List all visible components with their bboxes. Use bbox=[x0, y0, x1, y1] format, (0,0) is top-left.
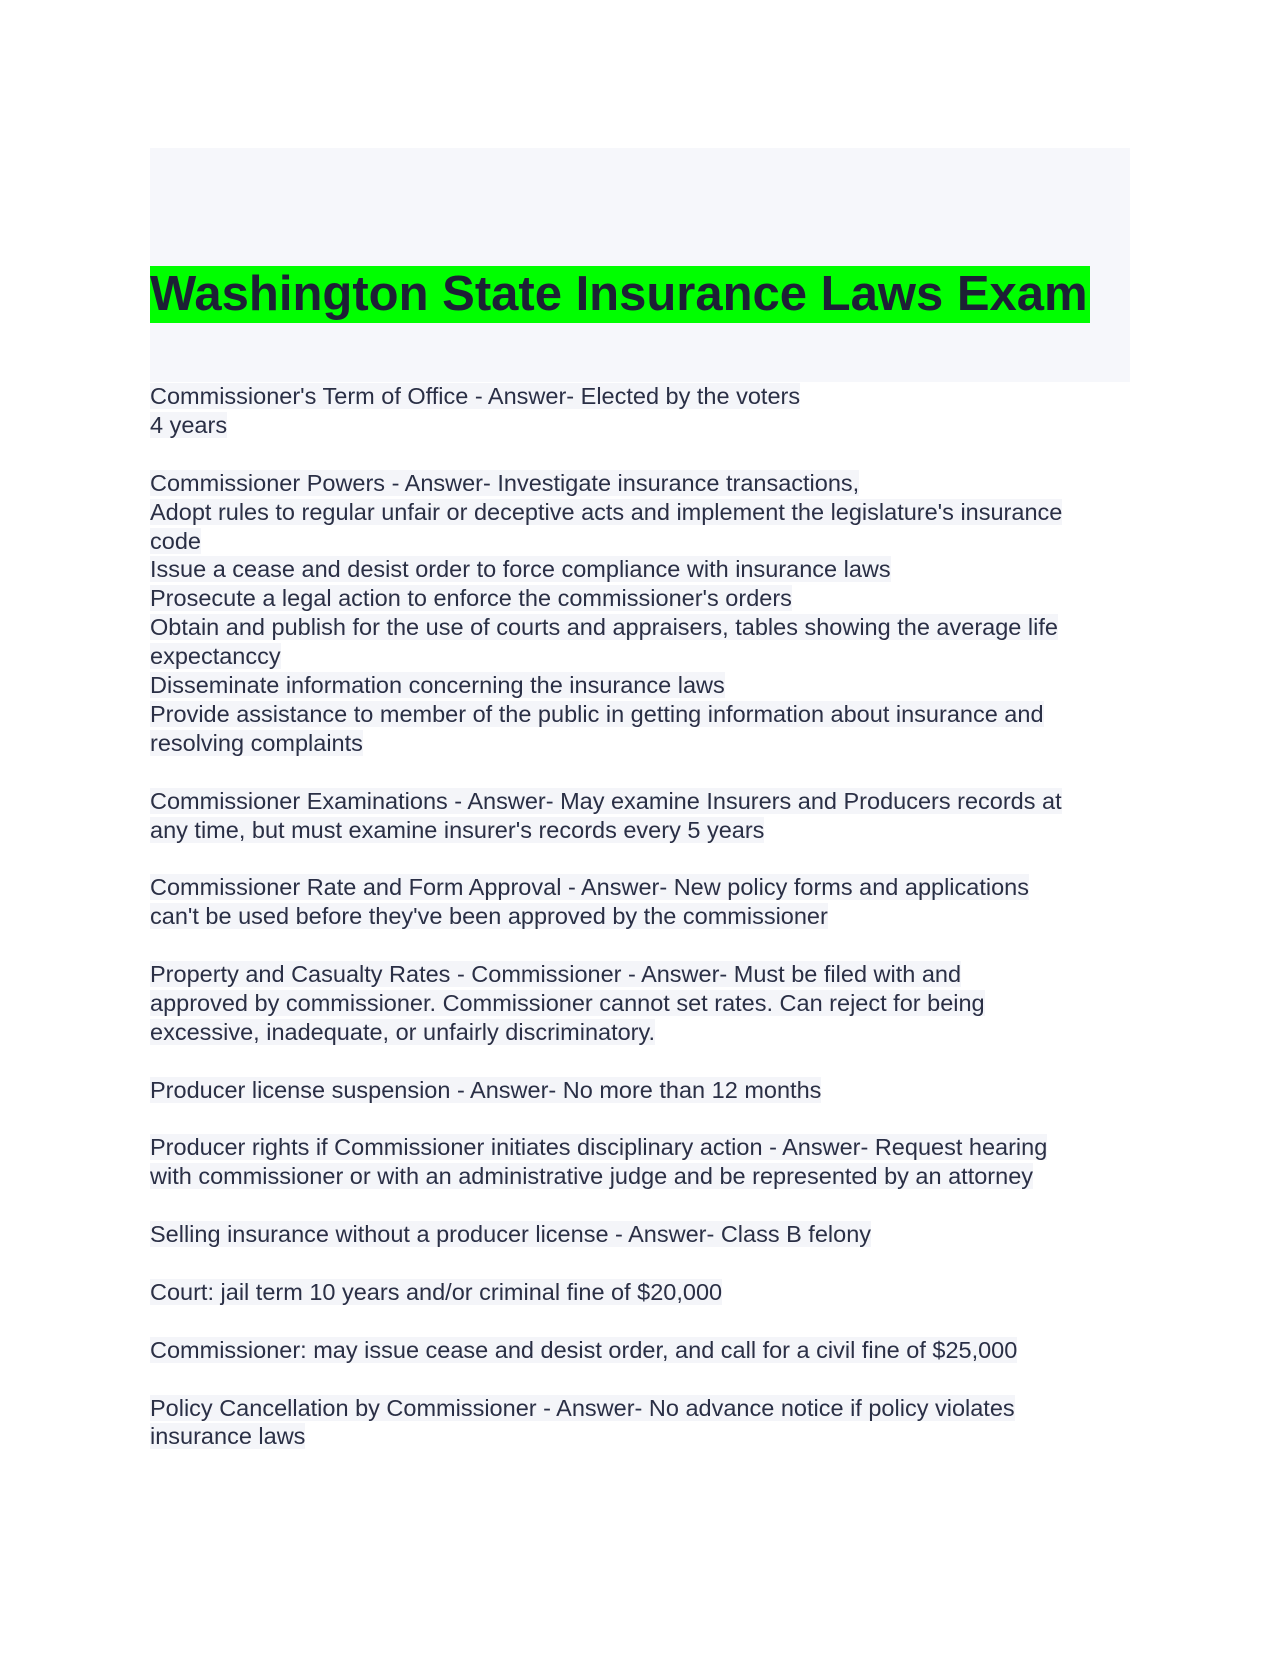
qa-paragraph bbox=[150, 1278, 1130, 1307]
text-line-content: with commissioner or with an administrative judge and be represented by an attorney bbox=[150, 1163, 1034, 1190]
text-line bbox=[150, 1336, 1130, 1365]
qa-paragraph bbox=[150, 382, 1130, 440]
text-line-content: Commissioner: may issue cease and desist order, and call for a civil fine of $25,000 bbox=[150, 1336, 1018, 1363]
title-block bbox=[150, 148, 1130, 382]
text-line-content: can't be used before they've been approved by the commissioner bbox=[150, 903, 828, 930]
text-line bbox=[150, 1422, 1130, 1451]
document-page bbox=[150, 148, 1130, 1480]
text-line-content: Property and Casualty Rates - Commissioner - Answer- Must be filed with and bbox=[150, 961, 962, 988]
text-line bbox=[150, 816, 1130, 845]
text-line-content: Policy Cancellation by Commissioner - Answer- No advance notice if policy violates bbox=[150, 1394, 1015, 1421]
text-line-content: Selling insurance without a producer license - Answer- Class B felony bbox=[150, 1221, 872, 1248]
qa-paragraph bbox=[150, 787, 1130, 845]
text-line bbox=[150, 1018, 1130, 1047]
text-line bbox=[150, 1220, 1130, 1249]
text-line bbox=[150, 787, 1130, 816]
text-line bbox=[150, 1076, 1130, 1105]
text-line bbox=[150, 498, 1130, 527]
text-line-content: Producer rights if Commissioner initiates disciplinary action - Answer- Request hearing bbox=[150, 1134, 1048, 1161]
text-line-content: any time, but must examine insurer's records every 5 years bbox=[150, 816, 765, 843]
qa-paragraph bbox=[150, 1220, 1130, 1249]
text-line bbox=[150, 555, 1130, 584]
text-line-content: Adopt rules to regular unfair or deceptive acts and implement the legislature's insurance bbox=[150, 498, 1063, 525]
text-line bbox=[150, 729, 1130, 758]
text-line bbox=[150, 1133, 1130, 1162]
qa-paragraph bbox=[150, 1133, 1130, 1191]
text-line-content: expectanccy bbox=[150, 643, 281, 670]
qa-paragraph bbox=[150, 1076, 1130, 1105]
qa-paragraph bbox=[150, 469, 1130, 758]
text-line bbox=[150, 469, 1130, 498]
text-line bbox=[150, 584, 1130, 613]
document-title: Washington State Insurance Laws Exam bbox=[150, 267, 1088, 321]
text-line bbox=[150, 1278, 1130, 1307]
text-line bbox=[150, 411, 1130, 440]
text-line bbox=[150, 989, 1130, 1018]
text-line bbox=[150, 642, 1130, 671]
text-line-content: Court: jail term 10 years and/or criminal fine of $20,000 bbox=[150, 1278, 723, 1305]
text-line-content: Commissioner Rate and Form Approval - Answer- New policy forms and applications bbox=[150, 874, 1029, 901]
text-line-content: resolving complaints bbox=[150, 729, 363, 756]
text-line bbox=[150, 1162, 1130, 1191]
document-body bbox=[150, 382, 1130, 1451]
qa-paragraph bbox=[150, 1336, 1130, 1365]
text-line-content: Provide assistance to member of the public in getting information about insurance and bbox=[150, 700, 1044, 727]
text-line bbox=[150, 700, 1130, 729]
text-line-content: Prosecute a legal action to enforce the commissioner's orders bbox=[150, 585, 792, 612]
text-line bbox=[150, 382, 1130, 411]
text-line-content: insurance laws bbox=[150, 1423, 306, 1450]
text-line bbox=[150, 873, 1130, 902]
text-line-content: Issue a cease and desist order to force compliance with insurance laws bbox=[150, 556, 891, 583]
text-line-content: Commissioner's Term of Office - Answer- Elected by the voters bbox=[150, 383, 801, 409]
text-line-content: Producer license suspension - Answer- No more than 12 months bbox=[150, 1076, 822, 1103]
text-line-content: approved by commissioner. Commissioner cannot set rates. Can reject for being bbox=[150, 989, 985, 1016]
qa-paragraph bbox=[150, 960, 1130, 1047]
text-line bbox=[150, 613, 1130, 642]
text-line-content: Commissioner Examinations - Answer- May examine Insurers and Producers records at bbox=[150, 787, 1062, 814]
qa-paragraph bbox=[150, 873, 1130, 931]
text-line bbox=[150, 960, 1130, 989]
text-line-content: code bbox=[150, 527, 201, 554]
text-line-content: Commissioner Powers - Answer- Investigate insurance transactions, bbox=[150, 469, 860, 496]
text-line-content: Disseminate information concerning the insurance laws bbox=[150, 672, 725, 699]
text-line-content: excessive, inadequate, or unfairly discriminatory. bbox=[150, 1018, 656, 1045]
qa-paragraph bbox=[150, 1394, 1130, 1452]
text-line bbox=[150, 527, 1130, 556]
text-line-content: 4 years bbox=[150, 411, 228, 438]
text-line bbox=[150, 902, 1130, 931]
text-line-content: Obtain and publish for the use of courts and appraisers, tables showing the average life bbox=[150, 614, 1058, 641]
text-line bbox=[150, 1394, 1130, 1423]
text-line bbox=[150, 671, 1130, 700]
